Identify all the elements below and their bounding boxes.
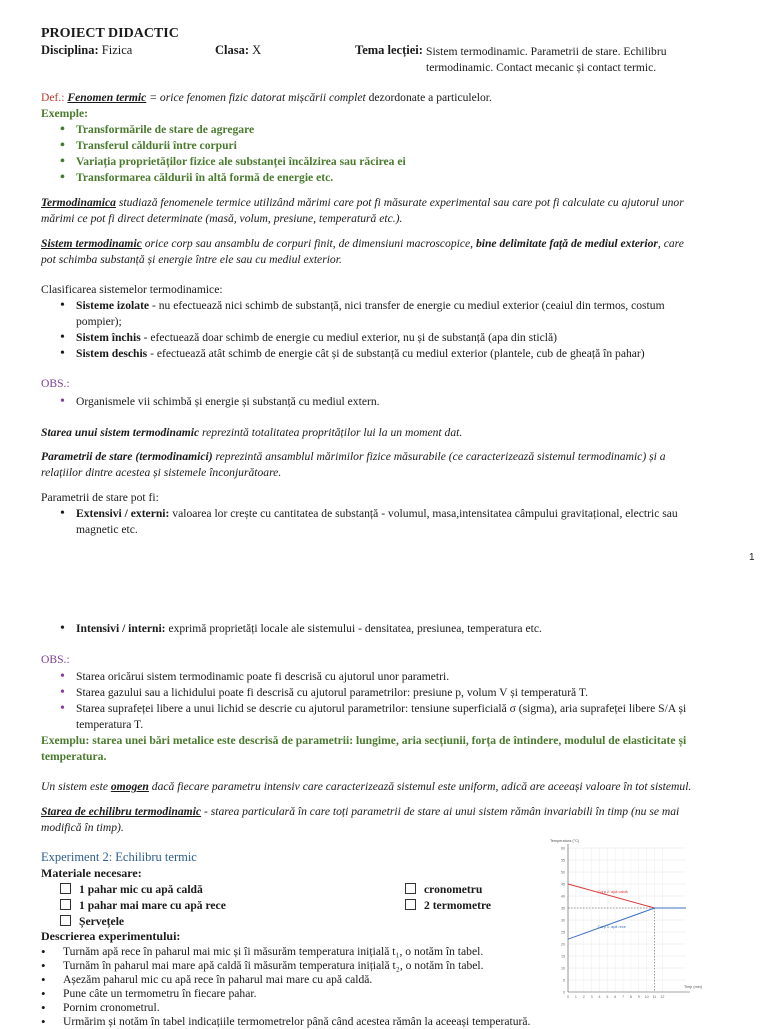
series-label: Corp 1: apă rece bbox=[597, 925, 626, 930]
material-item bbox=[60, 914, 226, 930]
class bbox=[215, 43, 261, 58]
homogeneous-term: omogen bbox=[110, 780, 149, 793]
topic-value bbox=[426, 44, 667, 76]
system-line-1-end: , care bbox=[657, 237, 684, 250]
topic-line-2: termodinamic. Contact mecanic și contact termic. bbox=[426, 61, 657, 74]
y-tick-label: 30 bbox=[561, 918, 565, 923]
intensive-text: exprimă proprietăți locale ale sistemului - densitatea, presiunea, temperatura etc. bbox=[165, 622, 542, 635]
list-item: • Transferul căldurii între corpuri bbox=[60, 138, 406, 154]
classification-list bbox=[60, 298, 710, 362]
item-name: Sistem închis bbox=[76, 331, 141, 344]
thermo-paragraph bbox=[41, 195, 684, 227]
system-term: Sistem termodinamic bbox=[41, 237, 142, 250]
obs2-label: OBS.: bbox=[41, 653, 70, 666]
system-paragraph bbox=[41, 236, 684, 268]
x-tick-label: 0 bbox=[567, 995, 569, 999]
example-bar-line-2: temperatura. bbox=[41, 750, 107, 763]
list-item: • Așezăm paharul mic cu apă rece în paharul mai mare cu apă caldă. bbox=[41, 973, 511, 987]
material-item bbox=[60, 898, 226, 914]
thermo-term: Termodinamica bbox=[41, 196, 116, 209]
x-tick-label: 3 bbox=[590, 995, 593, 999]
materials-left bbox=[60, 882, 226, 930]
definition-prefix: Def.: bbox=[41, 91, 65, 104]
x-tick-label: 2 bbox=[582, 995, 585, 999]
example-bar bbox=[41, 733, 731, 765]
class-value: X bbox=[252, 43, 262, 57]
list-item: • Organismele vii schimbă și energie și substanță cu mediul extern. bbox=[60, 394, 380, 410]
params-term: Parametrii de stare (termodinamici) bbox=[41, 450, 213, 463]
materials-label: Materiale necesare: bbox=[41, 866, 142, 880]
list-item: • Variația proprietăților fizice ale substanței încălzirea sau răcirea ei bbox=[60, 154, 406, 170]
discipline-label: Disciplina: bbox=[41, 43, 99, 57]
material-item bbox=[60, 882, 226, 898]
y-axis-label: Temperatura (°C) bbox=[550, 839, 580, 843]
x-tick-label: 5 bbox=[606, 995, 609, 999]
description-label: Descrierea experimentului: bbox=[41, 929, 181, 943]
series-label: Corp 2: apă caldă bbox=[597, 890, 628, 895]
extensive-text: valoarea lor crește cu cantitatea de substanță - volumul, masa,intensitatea câmpului gravitațional, electric sau bbox=[169, 507, 678, 520]
material-label: Șervețele bbox=[79, 915, 125, 928]
thermo-line-1: studiază fenomenele termice utilizând mărimi care pot fi măsurate experimental sau care pot fi calculate cu ajutorul unor bbox=[115, 196, 684, 209]
examples-label: Exemple: bbox=[41, 107, 89, 120]
list-item: • Turnăm apă rece în paharul mai mic și îi măsurăm temperatura inițială t₁, o notăm în tabel. bbox=[41, 945, 511, 959]
x-tick-label: 12 bbox=[660, 995, 665, 999]
y-tick-label: 50 bbox=[561, 870, 565, 875]
system-line-1: orice corp sau ansamblu de corpuri finit, de dimensiuni macroscopice, bbox=[141, 237, 476, 250]
document-title: PROIECT DIDACTIC bbox=[41, 26, 179, 41]
example-bar-line-1: Exemplu: starea unei bări metalice este descrisă de parametrii: lungime, aria secțiunii, forța de întindere, modulul de elasticitate și bbox=[41, 734, 687, 747]
state-term: Starea unui sistem termodinamic bbox=[41, 426, 200, 439]
definition-text: = orice fenomen fizic datorat mișcării complet bbox=[146, 91, 366, 104]
params-line-1: reprezintă ansamblul mărimilor fizice măsurabile (ce caracterizează sistemul termodinamic) și a bbox=[212, 450, 666, 463]
checkbox-icon bbox=[405, 883, 416, 894]
list-item: • Pornim cronometrul. bbox=[41, 1001, 511, 1015]
y-tick-label: 15 bbox=[561, 954, 565, 959]
x-axis-label: Timp (min) bbox=[684, 985, 702, 989]
y-tick-label: 55 bbox=[561, 858, 565, 863]
definition-term: Fenomen termic bbox=[67, 91, 147, 104]
definition bbox=[41, 90, 492, 106]
y-tick-label: 35 bbox=[561, 906, 565, 911]
x-tick-label: 7 bbox=[622, 995, 625, 999]
experiment-title: Experiment 2: Echilibru termic bbox=[41, 850, 197, 864]
equilibrium-paragraph bbox=[41, 804, 731, 836]
homogeneous-b: dacă fiecare parametru intensiv care caracterizează sistemul este uniform, adică are aceeași valoare în tot sistemul. bbox=[148, 780, 692, 793]
obs1-list bbox=[60, 394, 380, 410]
equilibrium-line-2: modifică în timp). bbox=[41, 821, 124, 834]
steps-list bbox=[41, 945, 531, 1029]
y-tick-label: 25 bbox=[561, 930, 565, 935]
params-extensive bbox=[60, 506, 710, 538]
list-item bbox=[60, 330, 710, 346]
x-tick-label: 1 bbox=[574, 995, 577, 999]
checkbox-icon bbox=[405, 899, 416, 910]
item-name: Sistem deschis bbox=[76, 347, 148, 360]
topic-label bbox=[355, 43, 423, 58]
list-item bbox=[60, 506, 710, 522]
extensive-name: Extensivi / externi: bbox=[76, 507, 170, 520]
y-tick-label: 0 bbox=[563, 990, 565, 995]
list-item bbox=[60, 621, 542, 637]
material-label: 1 pahar mai mare cu apă rece bbox=[79, 899, 226, 912]
obs2-list bbox=[60, 669, 720, 733]
x-tick-label: 6 bbox=[614, 995, 617, 999]
y-tick-label: 10 bbox=[561, 966, 565, 971]
checkbox-icon bbox=[60, 915, 71, 926]
x-tick-label: 11 bbox=[652, 995, 657, 999]
examples-list bbox=[60, 122, 406, 186]
system-line-1-bold: bine delimitate față de mediul exterior bbox=[475, 237, 658, 250]
class-label: Clasa: bbox=[215, 43, 250, 57]
state-text: reprezintă totalitatea proprităților lui la un moment dat. bbox=[199, 426, 463, 439]
topic-line-1: Sistem termodinamic. Parametrii de stare. Echilibru bbox=[426, 45, 667, 58]
material-label: 2 termometre bbox=[424, 899, 492, 912]
x-tick-label: 4 bbox=[598, 995, 601, 999]
material-item bbox=[405, 882, 491, 898]
params-def bbox=[41, 449, 666, 481]
item-name: Sisteme izolate bbox=[76, 299, 150, 312]
temperature-chart bbox=[548, 834, 702, 1009]
item-text: - efectuează doar schimb de energie cu mediul exterior, nu și de substanță (apa din sticlă) bbox=[140, 331, 557, 344]
page-number: 1 bbox=[749, 552, 755, 563]
checkbox-icon bbox=[60, 899, 71, 910]
list-item: • Pune câte un termometru în fiecare pahar. bbox=[41, 987, 511, 1001]
list-item-cont: magnetic etc. bbox=[76, 523, 138, 536]
list-item: • Transformarea căldurii în altă formă de energie etc. bbox=[60, 170, 406, 186]
homogeneous-paragraph bbox=[41, 779, 691, 795]
params-intro: Parametrii de stare pot fi: bbox=[41, 491, 159, 504]
y-tick-label: 5 bbox=[563, 978, 565, 983]
material-item bbox=[405, 898, 491, 914]
state-paragraph bbox=[41, 425, 462, 441]
item-text: - nu efectuează nici schimb de substanță, nici transfer de energie cu mediul exterior (ceaiul din termos, costum bbox=[149, 299, 665, 312]
homogeneous-a: Un sistem este bbox=[41, 780, 111, 793]
list-item bbox=[60, 346, 710, 362]
equilibrium-term: Starea de echilibru termodinamic bbox=[41, 805, 202, 818]
y-tick-label: 20 bbox=[561, 942, 565, 947]
list-item bbox=[60, 298, 710, 314]
params-line-2: relațiilor dintre acestea și sistemele înconjurătoare. bbox=[41, 466, 282, 479]
system-line-2: pot schimba substanță și energie între ele sau cu mediul exterior. bbox=[41, 253, 342, 266]
y-tick-label: 40 bbox=[561, 894, 565, 899]
intensive-name: Intensivi / interni: bbox=[76, 622, 166, 635]
list-item: • Starea oricărui sistem termodinamic poate fi descrisă cu ajutorul unor parametri. bbox=[60, 669, 720, 685]
definition-text-b: dezordonate a particulelor. bbox=[365, 91, 492, 104]
obs1-label: OBS.: bbox=[41, 377, 70, 390]
equilibrium-line-1: - starea particulară în care toți parametrii de stare ai unui sistem rămân invariabili în timp (nu se mai bbox=[201, 805, 680, 818]
list-item: • Starea gazului sau a lichidului poate fi descrisă cu ajutorul parametrilor: presiune p, volum V și temperatură T. bbox=[60, 685, 720, 701]
y-tick-label: 60 bbox=[561, 846, 565, 851]
params-intensive bbox=[60, 621, 542, 637]
discipline-value: Fizica bbox=[101, 43, 133, 57]
topic-label-text: Tema lecției: bbox=[355, 43, 423, 57]
material-label: cronometru bbox=[424, 883, 483, 896]
list-item: • Turnăm în paharul mai mare apă caldă îi măsurăm temperatura inițială t₂, o notăm în tabel. bbox=[41, 959, 511, 973]
thermo-line-2: mărimi ce pot fi direct determinate (masă, volum, presiune, temperatură etc.). bbox=[41, 212, 403, 225]
y-tick-label: 45 bbox=[561, 882, 565, 887]
list-item-cont: temperatura T. bbox=[76, 718, 144, 731]
x-tick-label: 8 bbox=[629, 995, 632, 999]
materials-right bbox=[405, 882, 491, 914]
series-line-2 bbox=[568, 908, 686, 939]
list-item: • Urmărim și notăm în tabel indicațiile termometrelor până când acestea rămân la aceeași temperatură. bbox=[41, 1015, 511, 1029]
material-label: 1 pahar mic cu apă caldă bbox=[79, 883, 203, 896]
checkbox-icon bbox=[60, 883, 71, 894]
classification-intro: Clasificarea sistemelor termodinamice: bbox=[41, 283, 223, 296]
item-cont: pompier); bbox=[76, 315, 122, 328]
x-tick-label: 9 bbox=[637, 995, 640, 999]
list-item: • Transformările de stare de agregare bbox=[60, 122, 406, 138]
item-text: - efectuează atât schimb de energie cât și de substanță cu mediul exterior (plantele, cub de gheață în pahar) bbox=[147, 347, 645, 360]
discipline bbox=[41, 43, 132, 58]
list-item: • Starea suprafeței libere a unui lichid se descrie cu ajutorul parametrilor: tensiune superficială σ (sigma), aria suprafeței libere S/A și bbox=[60, 701, 720, 717]
list-item-cont bbox=[60, 314, 710, 330]
x-tick-label: 10 bbox=[644, 995, 649, 999]
